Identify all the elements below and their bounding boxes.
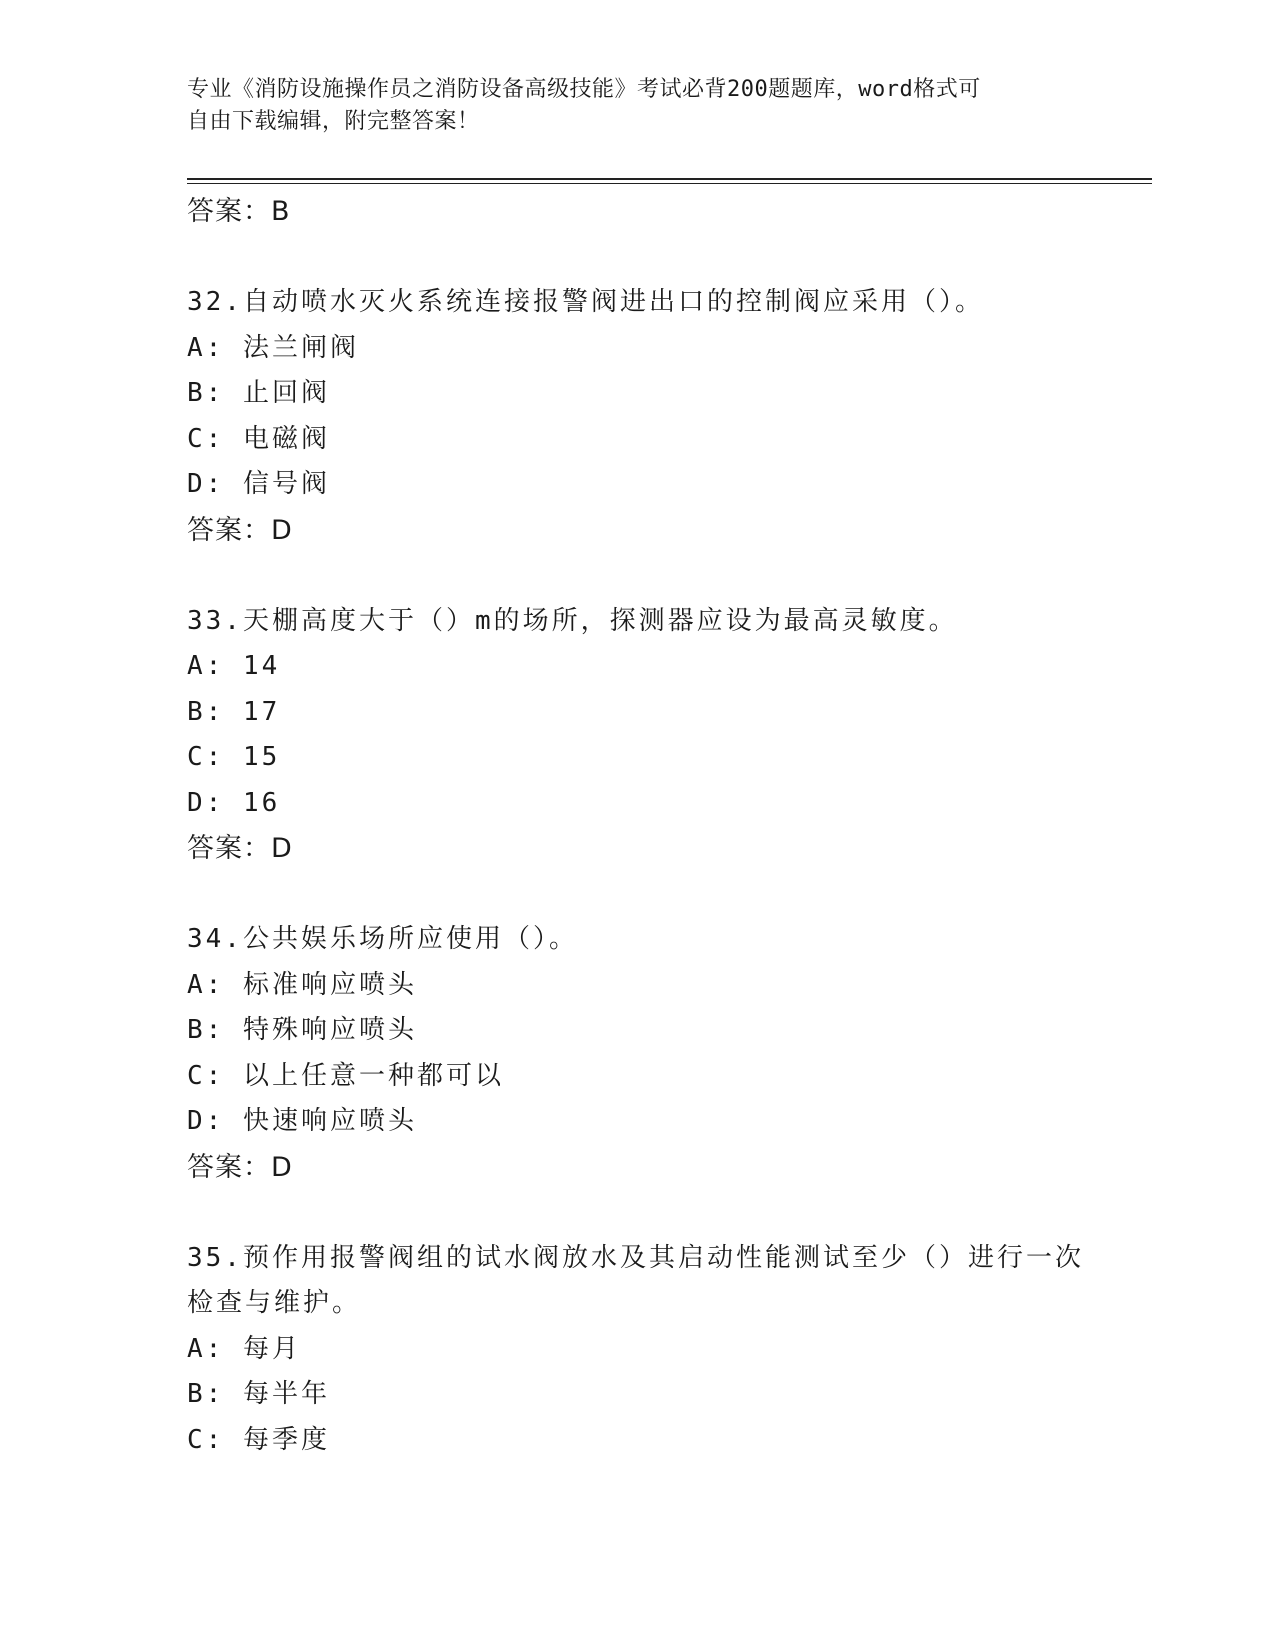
answer: 答案：D — [187, 1151, 293, 1183]
question-35 — [187, 1236, 1087, 1464]
answer: 答案：D — [187, 833, 293, 864]
option-c: C: 15 — [187, 742, 281, 772]
question-32 — [187, 280, 1087, 553]
option-d: D: 快速响应喷头 — [187, 1106, 417, 1136]
header-line-2: 自由下载编辑，附完整答案！ — [187, 109, 480, 134]
question-stem-line-2: 检查与维护。 — [187, 1288, 362, 1318]
option-a: A: 标准响应喷头 — [187, 969, 417, 1000]
option-b: B: 特殊响应喷头 — [187, 1015, 417, 1045]
option-b: B: 止回阀 — [187, 378, 330, 408]
question-stem-line-1: 35.预作用报警阀组的试水阀放水及其启动性能测试至少（）进行一次 — [187, 1242, 1084, 1273]
question-34 — [187, 917, 1087, 1190]
header-line-1: 专业《消防设施操作员之消防设备高级技能》考试必背200题题库，word格式可 — [187, 77, 981, 102]
option-c: C: 以上任意一种都可以 — [187, 1060, 504, 1091]
option-d: D: 16 — [187, 787, 281, 818]
option-c: C: 电磁阀 — [187, 423, 330, 454]
option-b: B: 17 — [187, 696, 281, 727]
spacer — [187, 872, 1087, 918]
option-a: A: 14 — [187, 651, 281, 681]
question-list — [187, 189, 1087, 1463]
question-stem: 32.自动喷水灭火系统连接报警阀进出口的控制阀应采用（）。 — [187, 287, 984, 317]
option-b: B: 每半年 — [187, 1379, 330, 1409]
spacer — [187, 1190, 1087, 1236]
question-stem: 34.公共娱乐场所应使用（）。 — [187, 924, 578, 954]
header-divider-thick — [187, 178, 1152, 180]
document-header — [187, 74, 1067, 138]
previous-answer: 答案：B — [187, 196, 291, 227]
question-33 — [187, 599, 1087, 872]
option-d: D: 信号阀 — [187, 469, 330, 499]
question-stem: 33.天棚高度大于（）m的场所，探测器应设为最高灵敏度。 — [187, 605, 958, 636]
header-divider-thin — [187, 183, 1152, 184]
option-c: C: 每季度 — [187, 1424, 330, 1455]
answer: 答案：D — [187, 514, 293, 546]
option-a: A: 每月 — [187, 1333, 301, 1364]
spacer — [187, 235, 1087, 281]
spacer — [187, 553, 1087, 599]
option-a: A: 法兰闸阀 — [187, 332, 359, 363]
